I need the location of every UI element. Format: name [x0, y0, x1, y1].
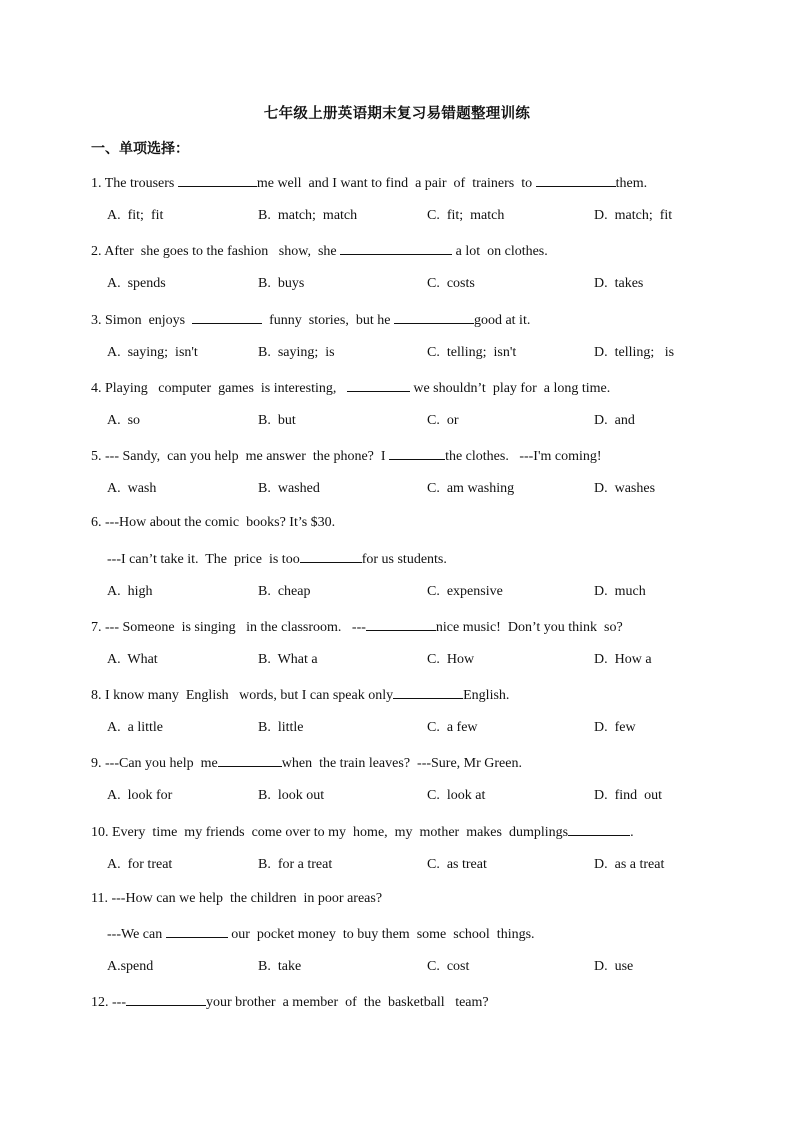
option-d: D. match; fit: [594, 208, 673, 223]
option-d: D. few: [594, 720, 636, 735]
option-b: B. cheap: [258, 584, 311, 599]
question-text: 6. ---How about the comic books? It’s $30.: [91, 515, 336, 530]
answer-blank: [347, 378, 410, 392]
section-heading: 一、单项选择：: [91, 141, 189, 157]
option-b: B. saying; is: [258, 345, 335, 360]
option-a: A. a little: [107, 720, 163, 735]
option-a: A. high: [107, 584, 153, 599]
question-4: [91, 378, 610, 398]
question-7: [91, 617, 623, 637]
question-2: [91, 241, 548, 261]
answer-blank: [126, 992, 206, 1006]
question-text: 3. Simon enjoys: [91, 313, 193, 328]
option-c: C. a few: [427, 720, 478, 735]
option-c: C. cost: [427, 959, 470, 974]
question-11-line-2: [107, 924, 535, 944]
question-text: 12. ---: [91, 995, 126, 1010]
answer-blank: [568, 822, 630, 836]
option-b: B. look out: [258, 788, 325, 803]
option-c: C. telling; isn't: [427, 345, 517, 360]
question-text: we shouldn’t play for a long time.: [409, 381, 611, 396]
answer-blank: [178, 173, 257, 187]
option-a: A. fit; fit: [107, 208, 164, 223]
answer-blank: [300, 549, 362, 563]
question-text: our pocket money to buy them some school things.: [227, 927, 535, 942]
answer-blank: [166, 924, 228, 938]
answer-blank: [366, 617, 436, 631]
option-d: D. How a: [594, 652, 652, 667]
question-1: [91, 173, 647, 193]
option-a: A. What: [107, 652, 158, 667]
option-a: A. spends: [107, 276, 166, 291]
question-text: your brother a member of the basketball team?: [206, 995, 489, 1010]
question-6: [91, 514, 335, 532]
question-9: [91, 753, 522, 773]
option-b: B. match; match: [258, 208, 358, 223]
option-b: B. but: [258, 413, 296, 428]
question-12: [91, 992, 489, 1012]
option-b: B. What a: [258, 652, 318, 667]
question-text: them.: [615, 176, 648, 191]
question-text: 11. ---How can we help the children in poor areas?: [91, 891, 383, 906]
question-text: a lot on clothes.: [452, 244, 548, 259]
question-text: 4. Playing computer games is interesting,: [91, 381, 347, 396]
question-text: funny stories, but he: [262, 313, 394, 328]
question-text: 1. The trousers: [91, 176, 178, 191]
option-d: D. as a treat: [594, 857, 665, 872]
question-text: for us students.: [361, 552, 447, 567]
question-text: ---I can’t take it. The price is too: [107, 552, 300, 567]
option-a: A. wash: [107, 481, 157, 496]
answer-blank: [393, 685, 463, 699]
question-text: .: [630, 825, 634, 840]
option-a: A. for treat: [107, 857, 173, 872]
question-text: me well and I want to find a pair of trainers to: [256, 176, 536, 191]
question-text: 8. I know many English words, but I can speak only: [91, 688, 394, 703]
option-d: D. find out: [594, 788, 663, 803]
option-d: D. telling; is: [594, 345, 675, 360]
option-a: A. saying; isn't: [107, 345, 198, 360]
option-c: C. fit; match: [427, 208, 505, 223]
option-a: A. so: [107, 413, 141, 428]
question-text: nice music! Don’t you think so?: [435, 620, 623, 635]
answer-blank: [192, 310, 262, 324]
page-title: 七年级上册英语期末复习易错题整理训练: [263, 106, 531, 122]
question-text: 5. --- Sandy, can you help me answer the phone? I: [91, 449, 390, 464]
question-8: [91, 685, 509, 705]
option-d: D. takes: [594, 276, 644, 291]
option-d: D. use: [594, 959, 634, 974]
option-c: C. or: [427, 413, 459, 428]
question-text: 9. ---Can you help me: [91, 756, 218, 771]
question-text: when the train leaves? ---Sure, Mr Green.: [281, 756, 522, 771]
question-5: [91, 446, 602, 466]
question-10: [91, 822, 634, 842]
question-text: 10. Every time my friends come over to my home, my mother makes dumplings: [91, 825, 569, 840]
answer-blank: [536, 173, 616, 187]
question-11: [91, 890, 382, 908]
option-b: B. take: [258, 959, 302, 974]
answer-blank: [340, 241, 452, 255]
answer-blank: [218, 753, 282, 767]
option-c: C. am washing: [427, 481, 515, 496]
question-text: 2. After she goes to the fashion show, she: [91, 244, 341, 259]
answer-blank: [389, 446, 445, 460]
option-b: B. for a treat: [258, 857, 333, 872]
option-d: D. much: [594, 584, 646, 599]
question-text: the clothes. ---I'm coming!: [445, 449, 602, 464]
option-c: C. look at: [427, 788, 486, 803]
option-a: A. look for: [107, 788, 173, 803]
option-c: C. costs: [427, 276, 475, 291]
option-b: B. buys: [258, 276, 305, 291]
question-3: [91, 310, 530, 330]
answer-blank: [394, 310, 474, 324]
option-d: D. and: [594, 413, 635, 428]
option-a: A.spend: [107, 959, 154, 974]
question-text: ---We can: [107, 927, 166, 942]
question-text: 7. --- Someone is singing in the classroom. ---: [91, 620, 366, 635]
option-b: B. little: [258, 720, 304, 735]
option-c: C. expensive: [427, 584, 503, 599]
option-d: D. washes: [594, 481, 656, 496]
option-c: C. as treat: [427, 857, 487, 872]
option-c: C. How: [427, 652, 475, 667]
option-b: B. washed: [258, 481, 320, 496]
question-text: good at it.: [473, 313, 531, 328]
question-text: English.: [463, 688, 510, 703]
question-6-line-2: [107, 549, 447, 569]
